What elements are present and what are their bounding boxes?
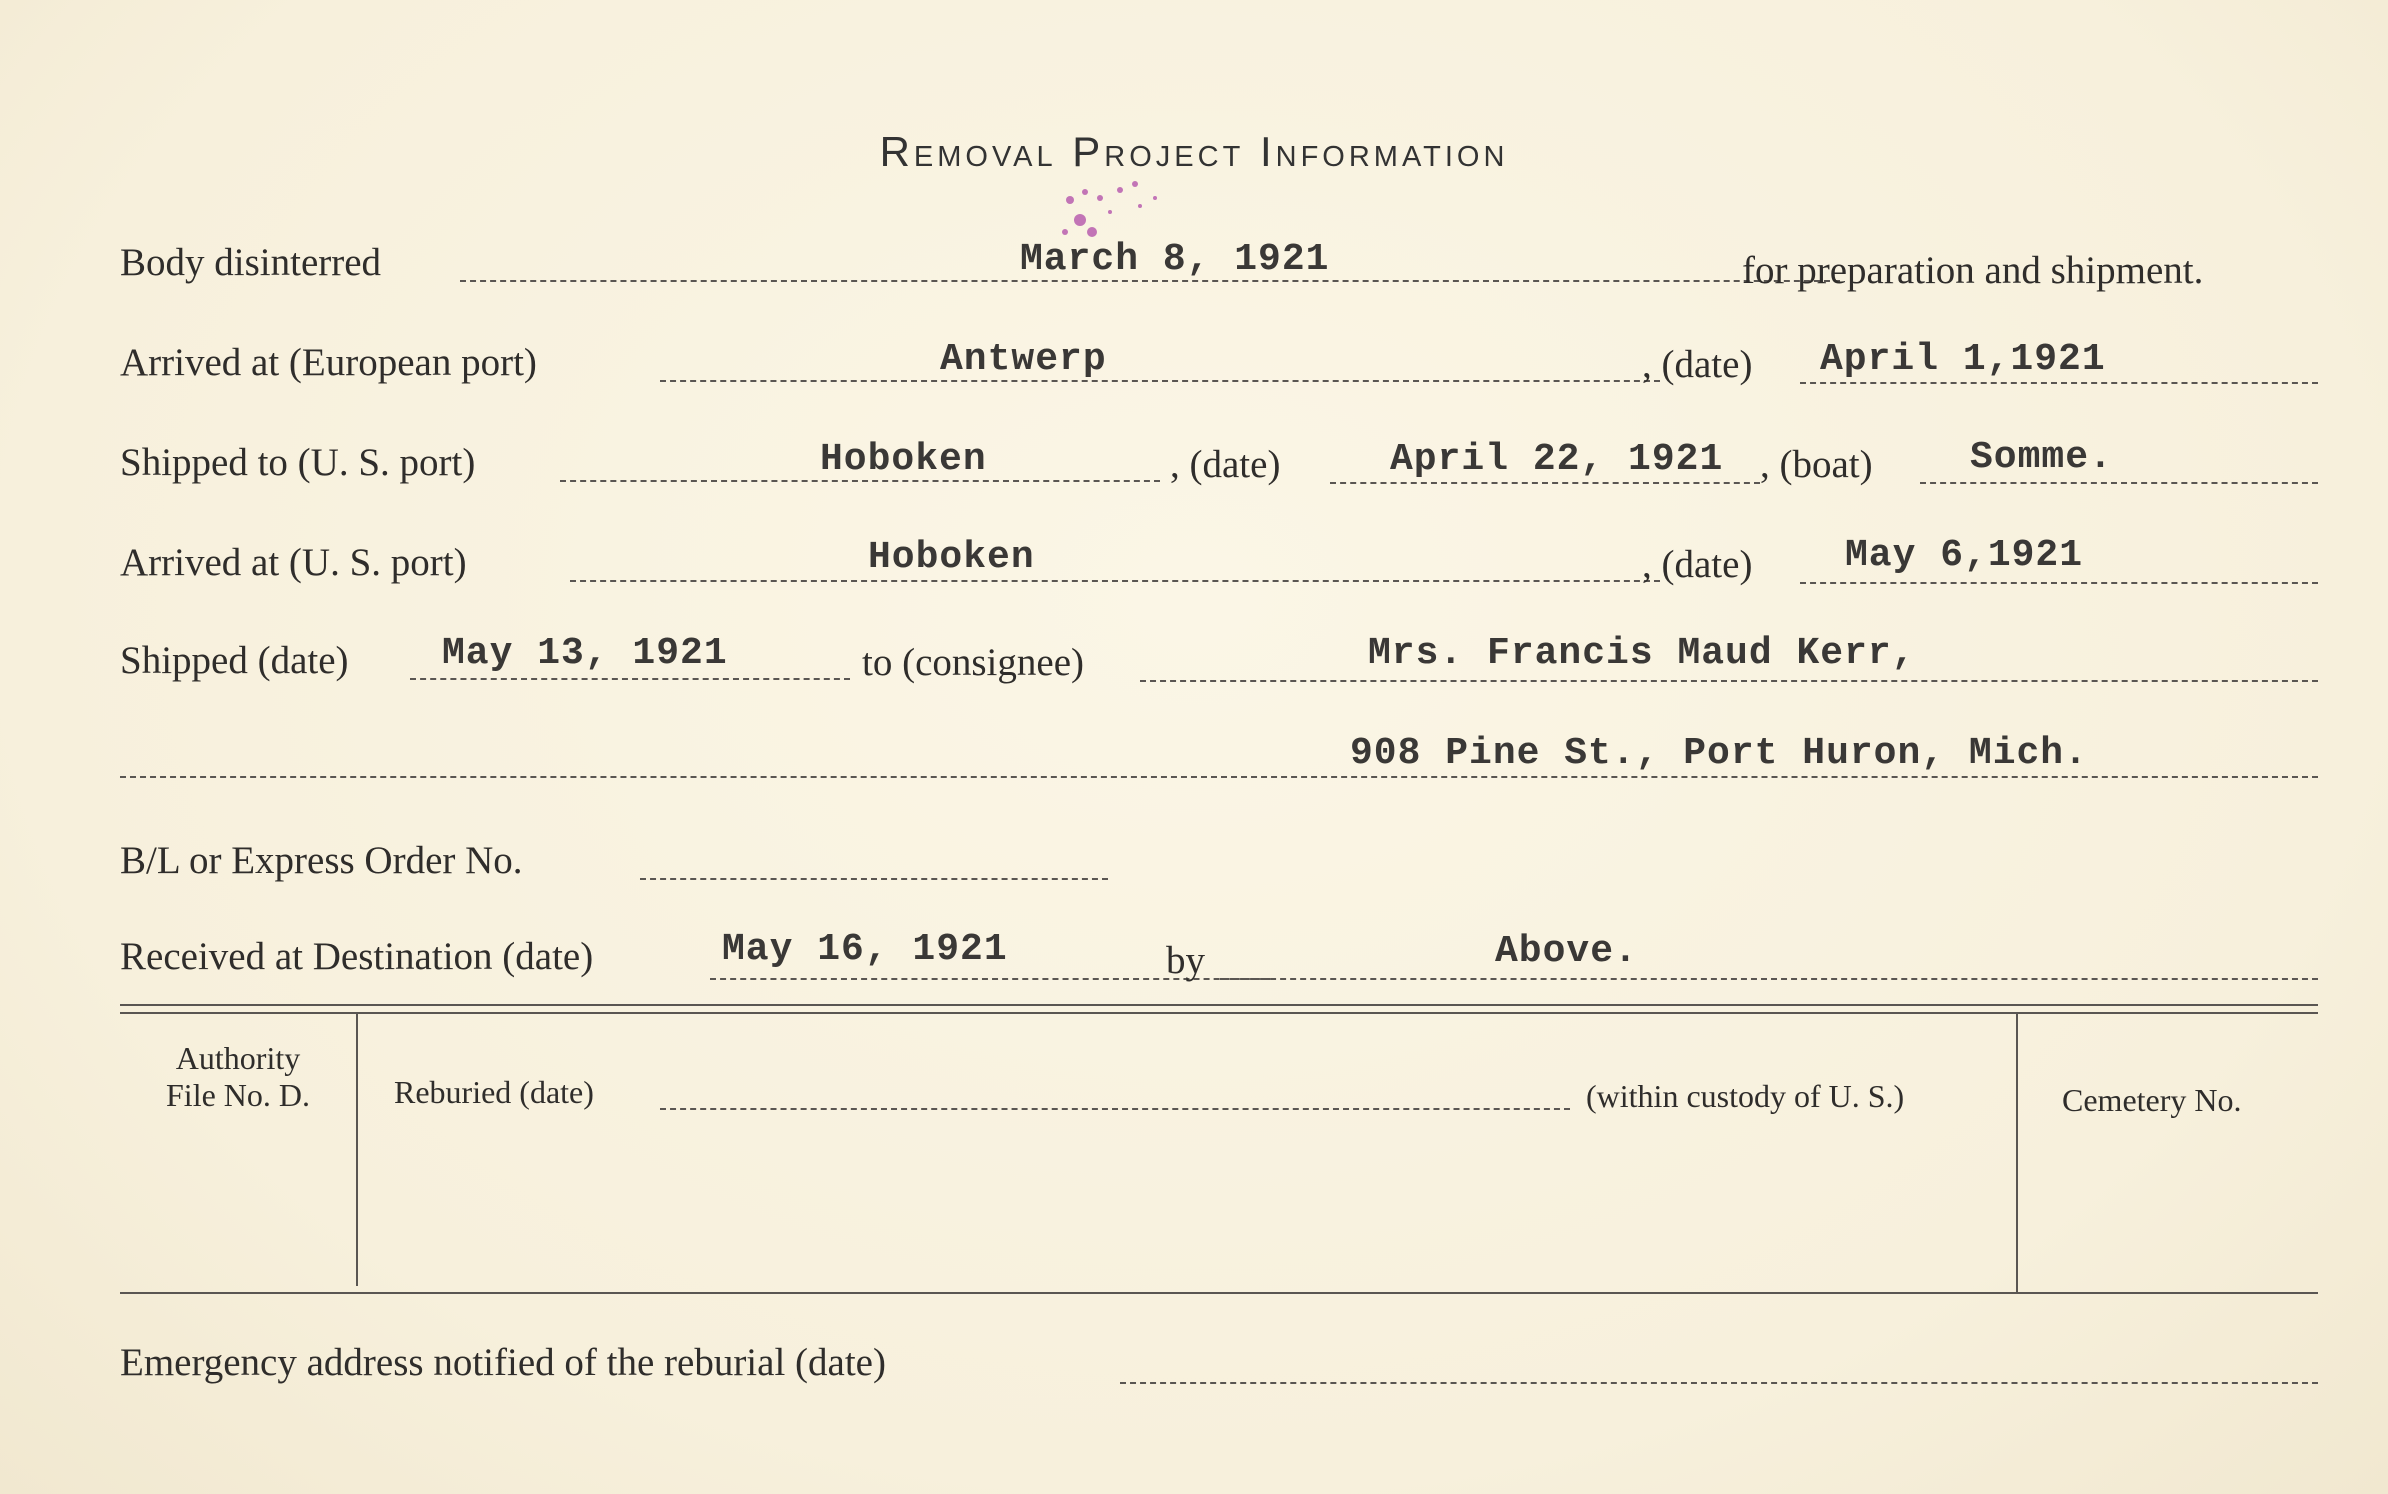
fill-line bbox=[1120, 1382, 2318, 1384]
fill-line bbox=[1800, 582, 2318, 584]
consignee-label: to (consignee) bbox=[862, 641, 1085, 684]
cemetery-label: Cemetery No. bbox=[2062, 1082, 2242, 1118]
fill-line bbox=[1220, 978, 2318, 980]
shipped-date-value: May 13, 1921 bbox=[442, 632, 728, 675]
received-value: May 16, 1921 bbox=[722, 928, 1008, 971]
consignee-value: Mrs. Francis Maud Kerr, bbox=[1368, 632, 1916, 675]
box-divider-left bbox=[356, 1014, 358, 1286]
emergency-label: Emergency address notified of the reburial (date) bbox=[120, 1341, 886, 1384]
row-received-destination bbox=[120, 928, 2320, 994]
shipped-to-date-value: April 22, 1921 bbox=[1390, 438, 1724, 481]
box-top-rule bbox=[120, 1004, 2318, 1006]
arrived-eu-value: Antwerp bbox=[940, 338, 1107, 381]
fill-line bbox=[1920, 482, 2318, 484]
custody-label: (within custody of U. S.) bbox=[1586, 1078, 1905, 1114]
shipped-to-value: Hoboken bbox=[820, 438, 987, 481]
row-arrived-european-port bbox=[120, 340, 2320, 400]
authority-line1: Authority bbox=[175, 1040, 301, 1076]
fill-line bbox=[570, 580, 1660, 582]
fill-line bbox=[660, 380, 1660, 382]
fill-line bbox=[410, 678, 850, 680]
shipped-date-label: Shipped (date) bbox=[120, 639, 349, 682]
reburied-label: Reburied (date) bbox=[394, 1074, 594, 1110]
fill-line bbox=[1330, 482, 1760, 484]
arrived-eu-label: Arrived at (European port) bbox=[120, 341, 537, 384]
shipped-to-date-label: , (date) bbox=[1170, 443, 1281, 486]
arrived-eu-date-value: April 1,1921 bbox=[1820, 338, 2106, 381]
fill-line bbox=[660, 1108, 1570, 1110]
row-bl-order bbox=[120, 838, 2320, 898]
by-value: Above. bbox=[1495, 930, 1638, 973]
fill-line bbox=[120, 776, 2318, 778]
fill-line bbox=[1800, 382, 2318, 384]
arrived-us-label: Arrived at (U. S. port) bbox=[120, 541, 467, 584]
row-shipped-to-us-port bbox=[120, 436, 2320, 500]
consignee-address: 908 Pine St., Port Huron, Mich. bbox=[1350, 732, 2088, 775]
fill-line bbox=[1140, 680, 2318, 682]
row-shipped-consignee bbox=[120, 632, 2320, 698]
received-label: Received at Destination (date) bbox=[120, 935, 594, 978]
fill-line bbox=[640, 878, 1108, 880]
arrived-us-date-value: May 6,1921 bbox=[1845, 534, 2084, 577]
boat-label: , (boat) bbox=[1760, 443, 1873, 486]
by-label: by bbox=[1166, 939, 1205, 982]
shipped-to-label: Shipped to (U. S. port) bbox=[120, 441, 476, 484]
arrived-us-date-label: , (date) bbox=[1642, 543, 1753, 586]
row-consignee-address bbox=[120, 732, 2320, 796]
bl-label: B/L or Express Order No. bbox=[120, 839, 523, 882]
body-disinterred-value: March 8, 1921 bbox=[1020, 238, 1330, 281]
authority-line2: File No. D. bbox=[166, 1077, 310, 1113]
arrived-eu-date-label: , (date) bbox=[1642, 343, 1753, 386]
boat-value: Somme. bbox=[1970, 436, 2113, 479]
authority-cell bbox=[120, 1040, 356, 1114]
row-emergency-address bbox=[120, 1340, 2320, 1400]
arrived-us-value: Hoboken bbox=[868, 536, 1035, 579]
body-disinterred-suffix: for preparation and shipment. bbox=[1742, 249, 2204, 292]
form-title: Removal Project Information bbox=[879, 128, 1509, 175]
box-top-rule-2 bbox=[120, 1012, 2318, 1014]
row-body-disinterred bbox=[120, 240, 2320, 300]
box-divider-right bbox=[2016, 1014, 2018, 1294]
box-bottom-rule bbox=[120, 1292, 2318, 1294]
body-disinterred-label: Body disinterred bbox=[120, 241, 382, 284]
row-arrived-us-port bbox=[120, 534, 2320, 600]
